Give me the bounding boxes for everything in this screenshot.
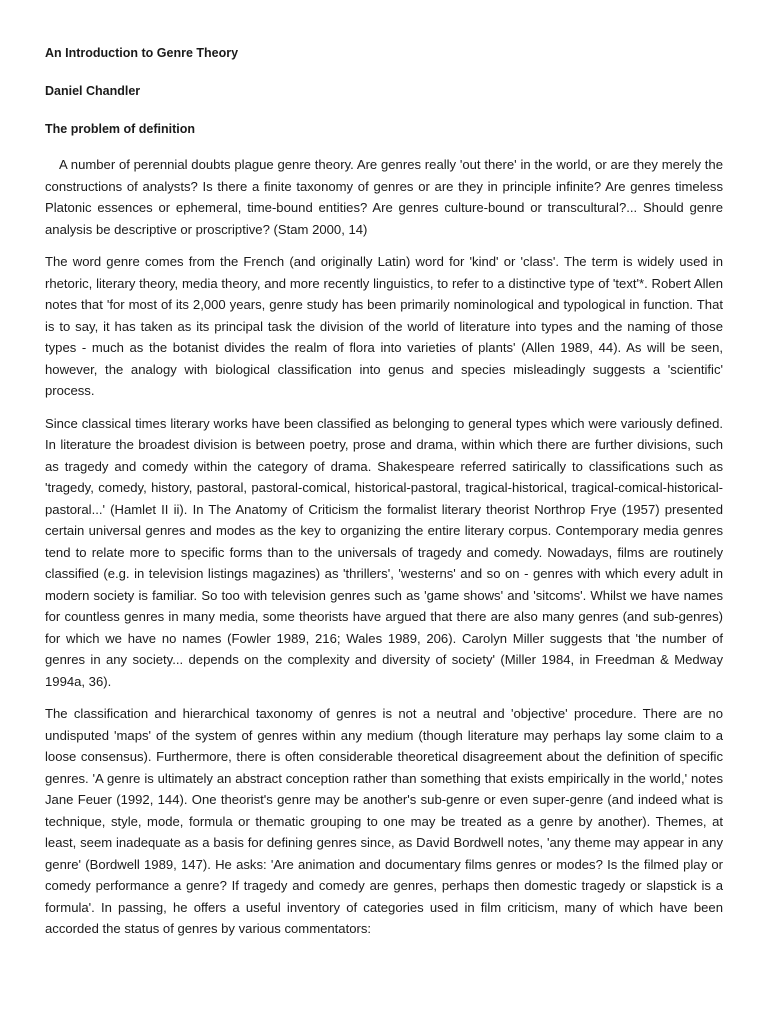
body-paragraph: Since classical times literary works have been classified as belonging to general types which were variously defined. In literature the broadest division is between poetry, prose and drama, within which there are further divisions, such as tragedy and comedy within the category of drama. Shakespeare referred satirically to classifications such as 'tragedy, comedy, history, pastoral, pastoral-comical, historical-pastoral, tragical-historical, tragical-comical-historical-pastoral...' (Hamlet II ii). In The Anatomy of Criticism the formalist literary theorist Northrop Frye (1957) presented certain universal genres and modes as the key to organizing the entire literary corpus. Contemporary media genres tend to relate more to specific forms than to the universals of tragedy and comedy. Nowadays, films are routinely classified (e.g. in television listings magazines) as 'thrillers', 'westerns' and so on - genres with which every adult in modern society is familiar. So too with television genres such as 'game shows' and 'sitcoms'. Whilst we have names for countless genres in many media, some theorists have argued that there are also many genres (and sub-genres) for which we have no names (Fowler 1989, 216; Wales 1989, 206). Carolyn Miller suggests that 'the number of genres in any society... depends on the complexity and diversity of society' (Miller 1984, in Freedman & Medway 1994a, 36). xyxy=(45,415,723,689)
body-paragraph: The classification and hierarchical taxonomy of genres is not a neutral and 'objective' procedure. There are no undisputed 'maps' of the system of genres within any medium (though literature may perhaps lay some claim to a loose consensus). Furthermore, there is often considerable theoretical disagreement about the definition of specific genres. 'A genre is ultimately an abstract conception rather than something that exists empirically in the world,' notes Jane Feuer (1992, 144). One theorist's genre may be another's sub-genre or even super-genre (and indeed what is technique, style, mode, formula or thematic grouping to one may be treated as a genre by another). Themes, at least, seem inadequate as a basis for defining genres since, as David Bordwell notes, 'any theme may appear in any genre' (Bordwell 1989, 147). He asks: 'Are animation and documentary films genres or modes? Is the filmed play or comedy performance a genre? If tragedy and comedy are genres, perhaps then domestic tragedy or slapstick is a formula'. In passing, he offers a useful inventory of categories used in film criticism, many of which have been accorded the status of genres by various commentators: xyxy=(45,706,723,936)
body-paragraph: The word genre comes from the French (and originally Latin) word for 'kind' or 'class'. The term is widely used in rhetoric, literary theory, media theory, and more recently linguistics, to refer to a distinctive type of 'text'*. Robert Allen notes that 'for most of its 2,000 years, genre study has been primarily nominological and typological in function. That is to say, it has taken as its principal task the division of the world of literature into types and the naming of those types - much as the botanist divides the realm of flora into varieties of plants' (Allen 1989, 44). As will be seen, however, the analogy with biological classification into genus and species misleadingly suggests a 'scientific' process. xyxy=(45,254,723,398)
document-page xyxy=(45,45,723,951)
document-title: An Introduction to Genre Theory xyxy=(45,46,239,60)
block-quote-paragraph: A number of perennial doubts plague genre theory. Are genres really 'out there' in the world, or are they merely the constructions of analysts? Is there a finite taxonomy of genres or are they in principle infinite? Are genres timeless Platonic essences or ephemeral, time-bound entities? Are genres culture-bound or transcultural?... Should genre analysis be descriptive or proscriptive? (Stam 2000, 14) xyxy=(45,157,723,237)
section-heading: The problem of definition xyxy=(45,122,195,136)
document-author: Daniel Chandler xyxy=(45,84,141,98)
